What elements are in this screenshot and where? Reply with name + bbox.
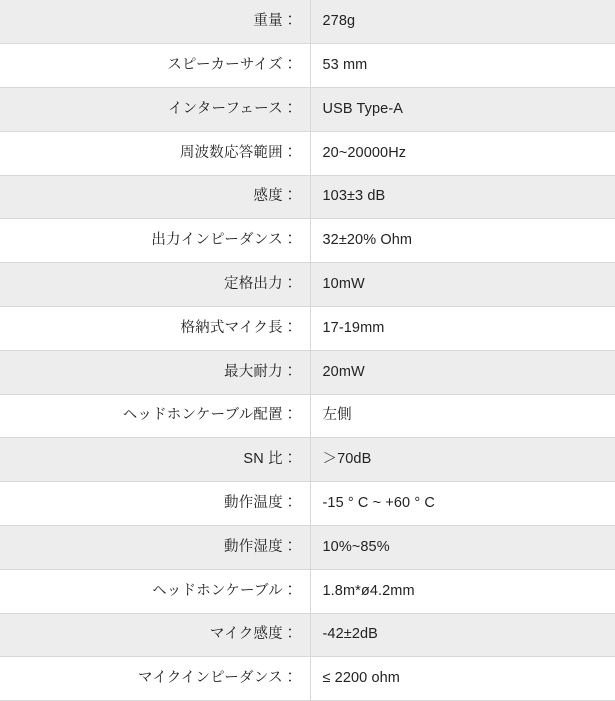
spec-value: USB Type-A [310, 88, 615, 132]
spec-label: 感度： [0, 175, 310, 219]
spec-label: ヘッドホンケーブル配置： [0, 394, 310, 438]
spec-label: 動作湿度： [0, 526, 310, 570]
spec-value: -42±2dB [310, 613, 615, 657]
table-row [0, 526, 615, 570]
table-row [0, 263, 615, 307]
table-row [0, 219, 615, 263]
spec-value: 10%~85% [310, 526, 615, 570]
spec-value: -15 ° C ~ +60 ° C [310, 482, 615, 526]
spec-value: ＞70dB [310, 438, 615, 482]
spec-label: 最大耐力： [0, 350, 310, 394]
spec-label: インターフェース： [0, 88, 310, 132]
spec-value: 左側 [310, 394, 615, 438]
table-row [0, 569, 615, 613]
table-row [0, 394, 615, 438]
spec-label: 出力インピーダンス： [0, 219, 310, 263]
spec-value: 53 mm [310, 44, 615, 88]
spec-value: 278g [310, 0, 615, 44]
spec-label: 周波数応答範囲： [0, 131, 310, 175]
table-row [0, 482, 615, 526]
spec-label: 定格出力： [0, 263, 310, 307]
spec-label: 格納式マイク長： [0, 307, 310, 351]
spec-label: SN 比： [0, 438, 310, 482]
spec-label: 動作温度： [0, 482, 310, 526]
spec-value: 17-19mm [310, 307, 615, 351]
spec-value: 103±3 dB [310, 175, 615, 219]
spec-label: 重量： [0, 0, 310, 44]
spec-label: スピーカーサイズ： [0, 44, 310, 88]
spec-value: 1.8m*ø4.2mm [310, 569, 615, 613]
table-row [0, 657, 615, 701]
table-row [0, 175, 615, 219]
table-row [0, 131, 615, 175]
table-row [0, 307, 615, 351]
table-row [0, 44, 615, 88]
spec-value: 20mW [310, 350, 615, 394]
table-row [0, 438, 615, 482]
spec-value: 10mW [310, 263, 615, 307]
table-row [0, 350, 615, 394]
table-row [0, 613, 615, 657]
spec-value: ≤ 2200 ohm [310, 657, 615, 701]
spec-value: 32±20% Ohm [310, 219, 615, 263]
spec-label: マイク感度： [0, 613, 310, 657]
spec-label: ヘッドホンケーブル： [0, 569, 310, 613]
spec-value: 20~20000Hz [310, 131, 615, 175]
spec-label: マイクインピーダンス： [0, 657, 310, 701]
table-row [0, 88, 615, 132]
table-row [0, 0, 615, 44]
